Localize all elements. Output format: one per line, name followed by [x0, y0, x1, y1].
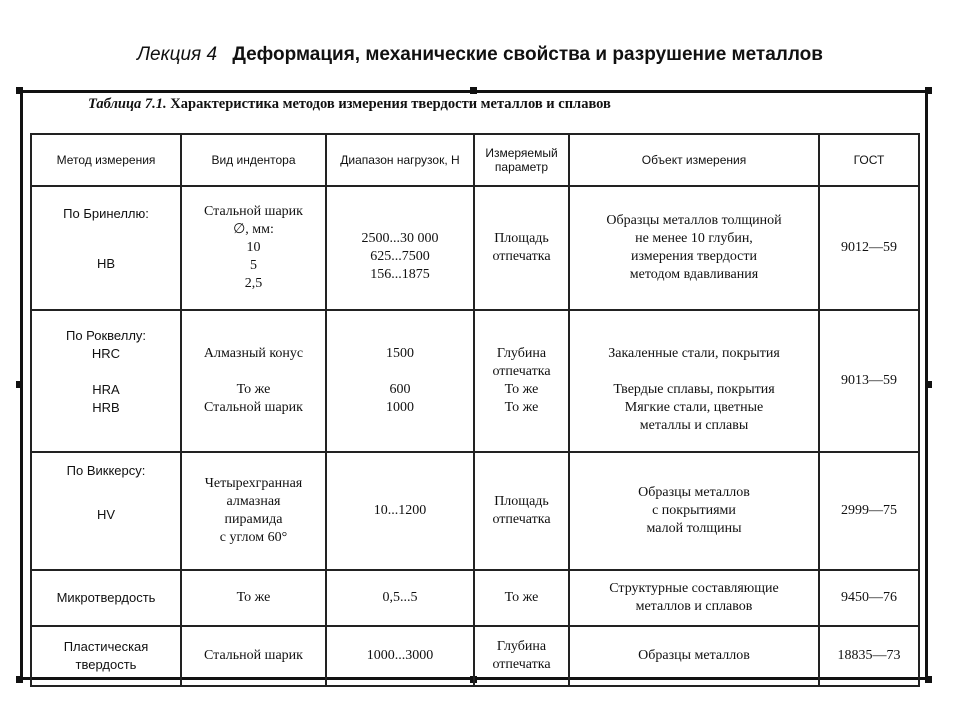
resize-handle-bottom-right[interactable]	[925, 676, 932, 683]
cell-parameter: Площадь отпечатка	[474, 452, 569, 570]
table-row-brinell	[31, 186, 919, 310]
cell-parameter: То же	[474, 570, 569, 626]
hardness-methods-table	[30, 133, 920, 687]
resize-handle-bottom-left[interactable]	[16, 676, 23, 683]
cell-method: По Виккерсу: HV	[31, 452, 181, 570]
header-load-range: Диапазон нагрузок, Н	[326, 134, 474, 186]
header-gost: ГОСТ	[819, 134, 919, 186]
cell-gost: 18835—73	[819, 626, 919, 686]
header-indenter: Вид индентора	[181, 134, 326, 186]
cell-method: Микротвердость	[31, 570, 181, 626]
cell-object: Образцы металлов толщиной не менее 10 глубин, измерения твердости методом вдавливания	[569, 186, 819, 310]
cell-indenter: Четырехгранная алмазная пирамида с углом 60°	[181, 452, 326, 570]
resize-handle-top-center[interactable]	[470, 87, 477, 94]
cell-gost: 2999—75	[819, 452, 919, 570]
cell-method: Пластическая твердость	[31, 626, 181, 686]
table-row-microhardness	[31, 570, 919, 626]
resize-handle-middle-right[interactable]	[925, 381, 932, 388]
slide-title	[0, 44, 960, 66]
cell-method: По Роквеллу: HRC HRA HRB	[31, 310, 181, 452]
cell-load-range: 0,5...5	[326, 570, 474, 626]
cell-load-range: 10...1200	[326, 452, 474, 570]
cell-indenter: Стальной шарик ∅, мм: 10 5 2,5	[181, 186, 326, 310]
cell-method: По Бринеллю: HB	[31, 186, 181, 310]
cell-load-range: 1000...3000	[326, 626, 474, 686]
table-row-rockwell	[31, 310, 919, 452]
header-parameter: Измеряемый параметр	[474, 134, 569, 186]
table-row-plastic-hardness	[31, 626, 919, 686]
table-caption-text: Характеристика методов измерения твердости металлов и сплавов	[170, 96, 611, 112]
cell-indenter: То же	[181, 570, 326, 626]
cell-gost: 9450—76	[819, 570, 919, 626]
cell-object: Структурные составляющие металлов и сплавов	[569, 570, 819, 626]
resize-handle-top-right[interactable]	[925, 87, 932, 94]
lecture-title: Деформация, механические свойства и разрушение металлов	[232, 44, 823, 65]
table-header-row	[31, 134, 919, 186]
header-object: Объект измерения	[569, 134, 819, 186]
cell-parameter: Глубина отпечатка То же То же	[474, 310, 569, 452]
table-row-vickers	[31, 452, 919, 570]
header-method: Метод измерения	[31, 134, 181, 186]
resize-handle-middle-left[interactable]	[16, 381, 23, 388]
cell-indenter: Алмазный конус То же Стальной шарик	[181, 310, 326, 452]
cell-indenter: Стальной шарик	[181, 626, 326, 686]
table-caption	[88, 96, 611, 113]
cell-object: Закаленные стали, покрытия Твердые сплавы, покрытия Мягкие стали, цветные металлы и сплавы	[569, 310, 819, 452]
cell-gost: 9012—59	[819, 186, 919, 310]
cell-parameter: Площадь отпечатка	[474, 186, 569, 310]
cell-load-range: 2500...30 000 625...7500 156...1875	[326, 186, 474, 310]
cell-gost: 9013—59	[819, 310, 919, 452]
table-caption-number: Таблица 7.1.	[88, 96, 167, 112]
cell-parameter: Глубина отпечатка	[474, 626, 569, 686]
cell-load-range: 1500 600 1000	[326, 310, 474, 452]
cell-object: Образцы металлов с покрытиями малой толщины	[569, 452, 819, 570]
resize-handle-top-left[interactable]	[16, 87, 23, 94]
lecture-label: Лекция 4	[137, 44, 218, 65]
cell-object: Образцы металлов	[569, 626, 819, 686]
